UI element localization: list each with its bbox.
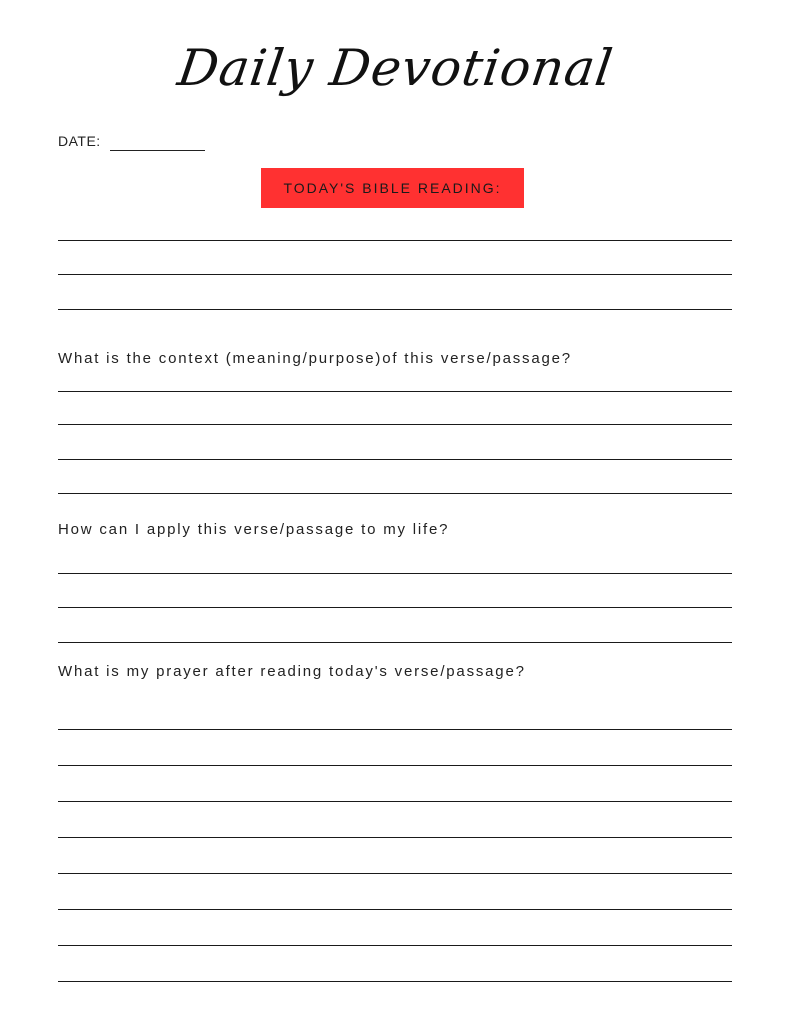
- prayer-answer-line[interactable]: [58, 981, 732, 982]
- context-answer-line[interactable]: [58, 459, 732, 460]
- date-label: DATE:: [58, 133, 101, 149]
- prayer-answer-line[interactable]: [58, 801, 732, 802]
- application-answer-line[interactable]: [58, 573, 732, 574]
- context-answer-line[interactable]: [58, 391, 732, 392]
- context-answer-line[interactable]: [58, 493, 732, 494]
- prayer-answer-line[interactable]: [58, 909, 732, 910]
- bible-reading-badge: TODAY'S BIBLE READING:: [261, 168, 524, 208]
- reading-line[interactable]: [58, 240, 732, 241]
- context-question: What is the context (meaning/purpose)of this verse/passage?: [58, 350, 572, 367]
- application-answer-line[interactable]: [58, 642, 732, 643]
- prayer-question: What is my prayer after reading today's verse/passage?: [58, 663, 526, 680]
- prayer-answer-line[interactable]: [58, 945, 732, 946]
- prayer-answer-line[interactable]: [58, 837, 732, 838]
- application-answer-line[interactable]: [58, 607, 732, 608]
- date-entry-line[interactable]: [110, 150, 205, 151]
- context-answer-line[interactable]: [58, 424, 732, 425]
- prayer-answer-line[interactable]: [58, 765, 732, 766]
- reading-line[interactable]: [58, 274, 732, 275]
- application-question: How can I apply this verse/passage to my life?: [58, 521, 450, 538]
- prayer-answer-line[interactable]: [58, 873, 732, 874]
- prayer-answer-line[interactable]: [58, 729, 732, 730]
- reading-line[interactable]: [58, 309, 732, 310]
- page-title: Daily Devotional: [174, 39, 617, 97]
